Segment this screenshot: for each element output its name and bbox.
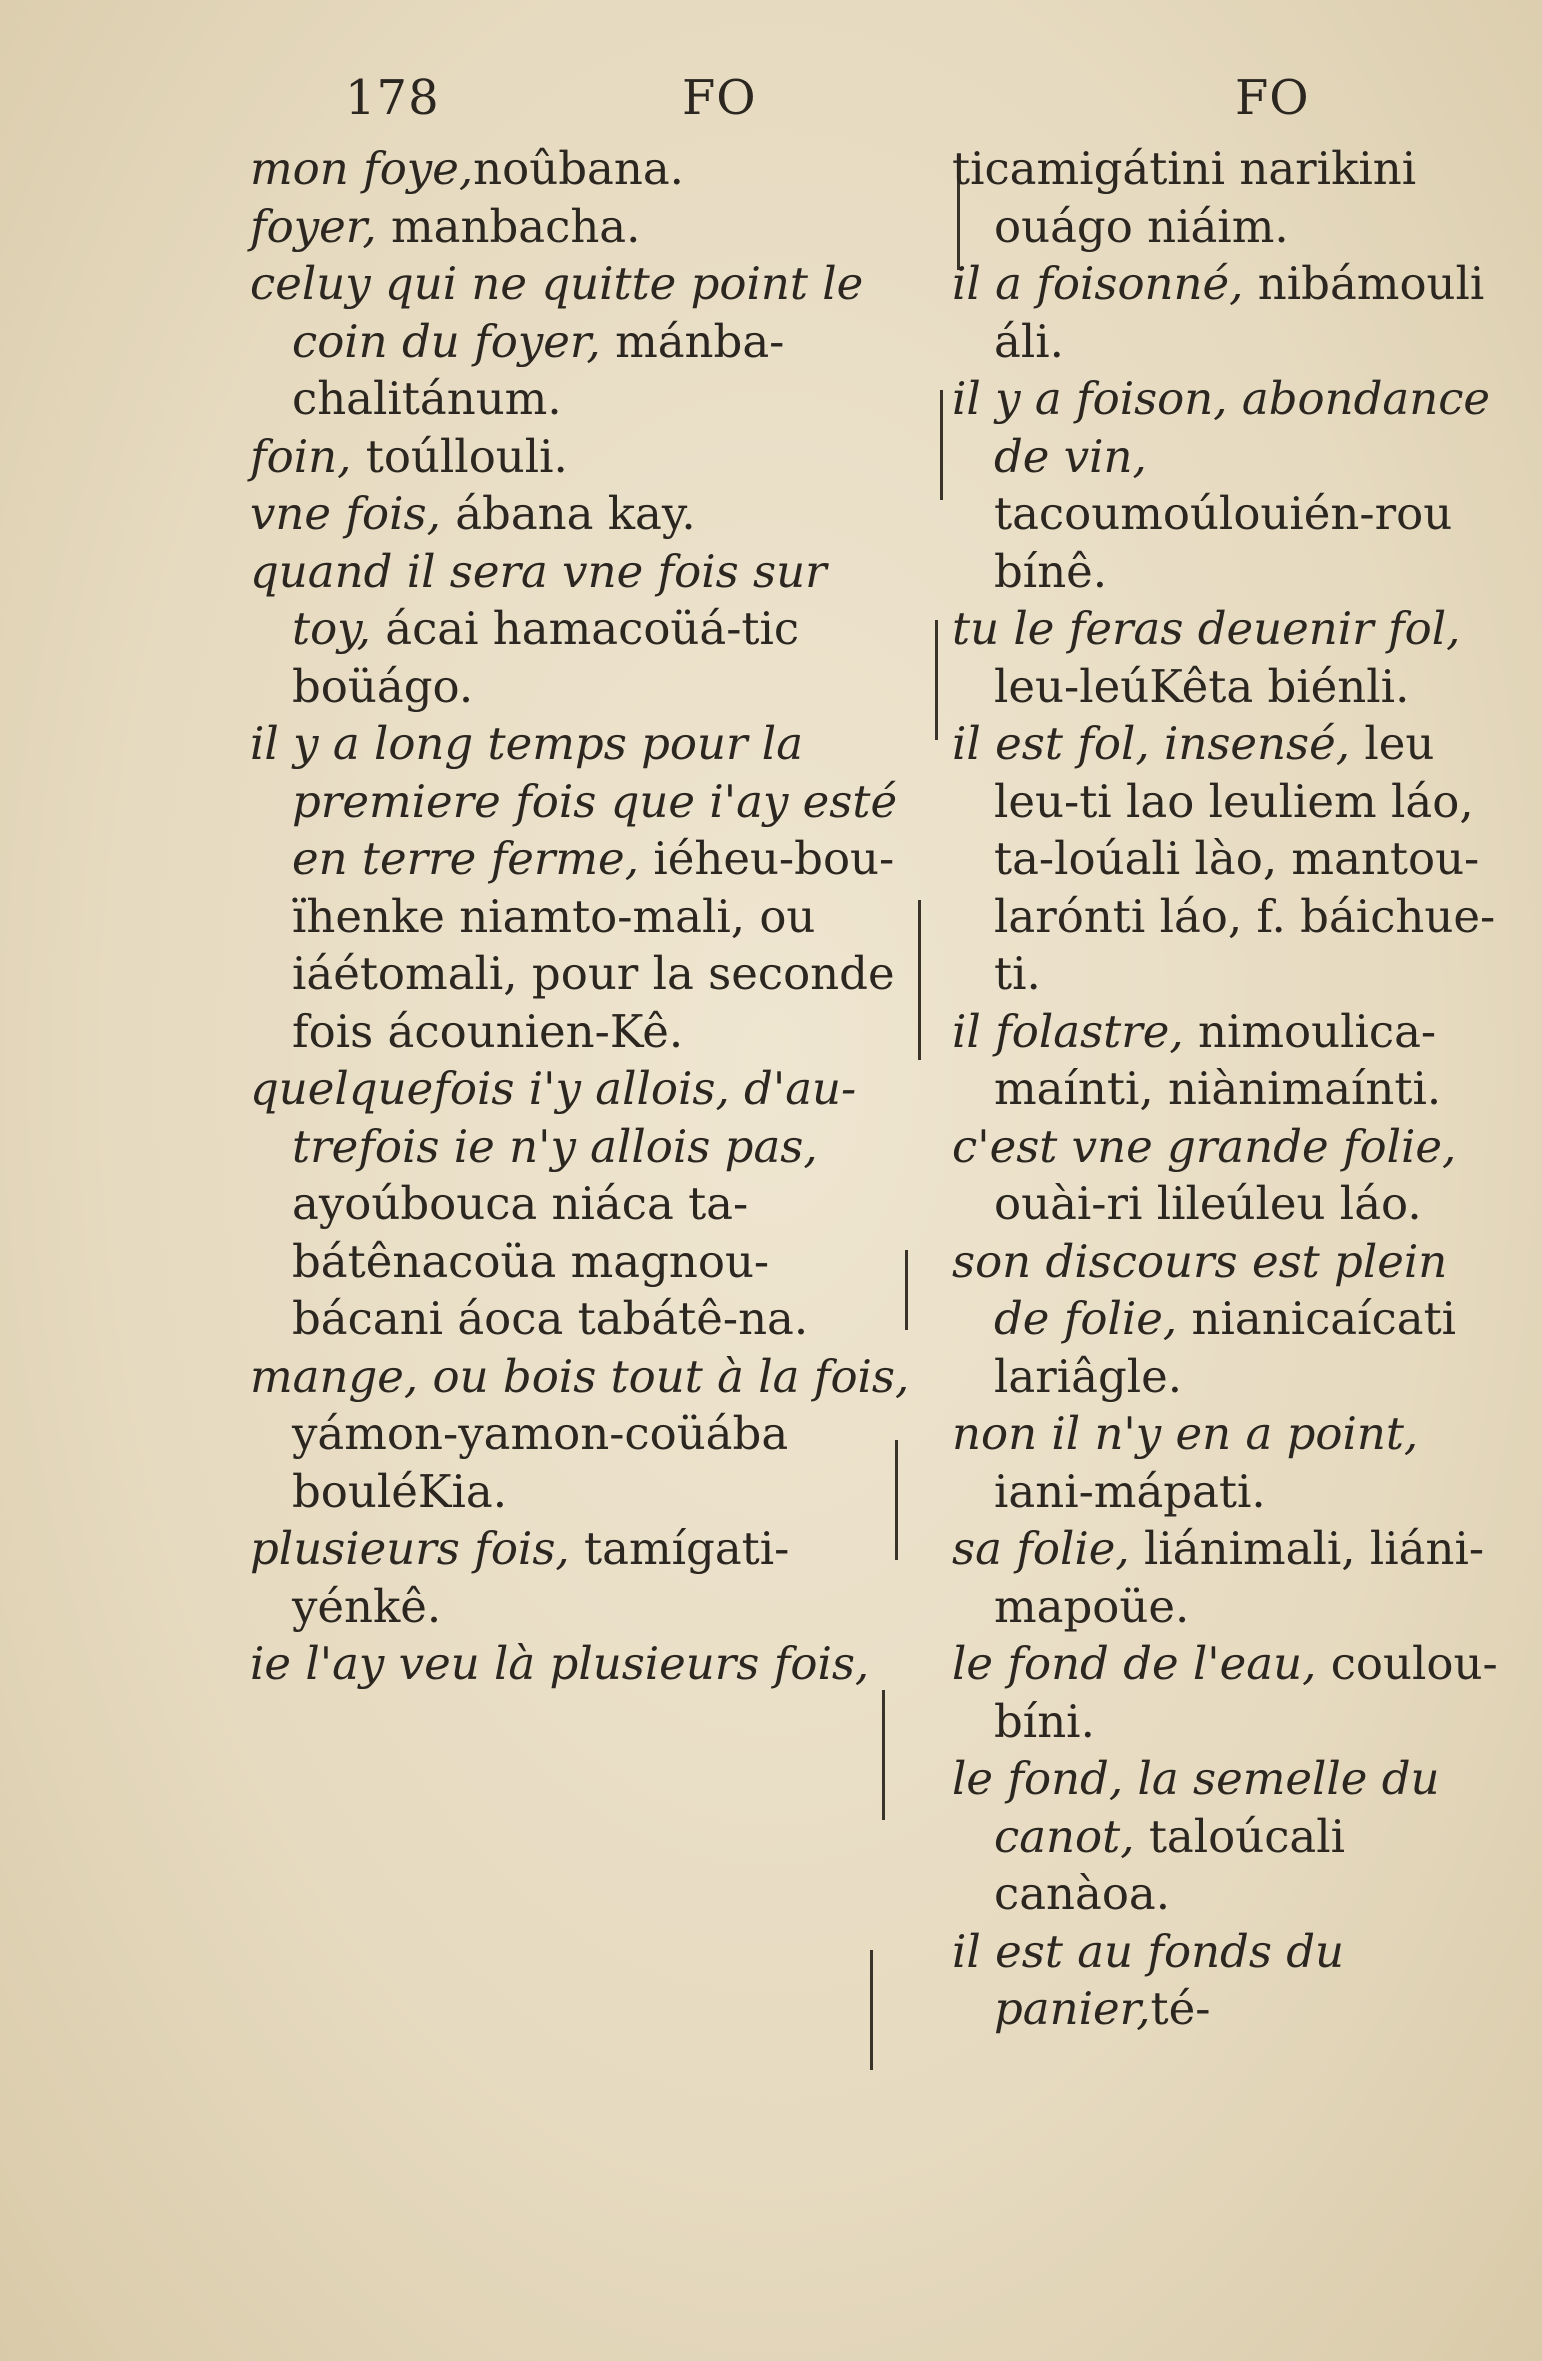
- dictionary-entry: [952, 600, 1512, 715]
- dictionary-entry: [952, 140, 1512, 255]
- french-term: il est au fonds du panier,: [952, 1924, 1345, 2035]
- carib-translation: té-: [1150, 1982, 1211, 2035]
- running-head: [0, 70, 1542, 140]
- french-term: sa folie,: [952, 1522, 1130, 1575]
- dictionary-entry: [250, 255, 910, 428]
- carib-translation: ábana kay.: [455, 487, 696, 540]
- column-rule: [895, 1440, 898, 1560]
- french-term: foyer,: [250, 199, 377, 253]
- carib-translation: yámon-yamon-coüába bouléKia.: [292, 1407, 789, 1518]
- carib-translation: nimoulica-maínti, niànimaínti.: [994, 1004, 1442, 1115]
- column-rule: [940, 390, 943, 500]
- carib-translation: liánimali, liáni-mapoüe.: [994, 1522, 1485, 1633]
- dictionary-entry: [250, 543, 910, 716]
- french-term: vne fois,: [250, 487, 441, 540]
- french-term: foin,: [250, 429, 352, 483]
- dictionary-entry: [952, 255, 1512, 370]
- right-running-head: FO: [1235, 70, 1310, 126]
- french-term: non il n'y en a point,: [952, 1407, 1419, 1460]
- column-rule: [905, 1250, 908, 1330]
- french-term: quand il sera vne fois sur toy,: [250, 544, 827, 655]
- dictionary-entry: [250, 715, 910, 1060]
- left-column: [250, 140, 910, 1693]
- carib-translation: manbacha.: [391, 199, 641, 253]
- carib-translation: noûbana.: [473, 142, 684, 195]
- carib-translation: toúllouli.: [365, 429, 568, 483]
- carib-translation: tamígati-yénkê.: [292, 1522, 790, 1633]
- french-term: quelquefois i'y allois, d'au-trefois ie n'y allois pas,: [250, 1062, 857, 1173]
- dictionary-entry: [250, 1520, 910, 1635]
- dictionary-entry: [952, 1923, 1512, 2038]
- french-term: plusieurs fois,: [250, 1522, 570, 1575]
- column-rule: [870, 1950, 873, 2070]
- french-term: le fond de l'eau,: [952, 1637, 1317, 1690]
- dictionary-entry: [250, 1348, 910, 1521]
- french-term: ie l'ay veu là plusieurs fois,: [250, 1637, 870, 1690]
- dictionary-entry: [250, 1060, 910, 1348]
- dictionary-entry: [952, 1405, 1512, 1520]
- carib-translation: iani-mápati.: [994, 1464, 1266, 1518]
- french-term: son discours est plein de folie,: [952, 1234, 1448, 1345]
- dictionary-entry: [250, 1635, 910, 1693]
- page-number: 178: [345, 70, 440, 126]
- carib-translation: ayoúbouca niáca ta-bátênacoüa magnou-bácani áoca tabátê-na.: [292, 1177, 809, 1345]
- french-term: c'est vne grande folie,: [952, 1119, 1457, 1173]
- right-column: [952, 140, 1512, 2038]
- carib-translation: ticamigátini narikini ouágo niáim.: [952, 142, 1417, 253]
- carib-translation: ácai hamacoüá-tic boüágo.: [292, 602, 800, 713]
- dictionary-entry: [250, 428, 910, 486]
- dictionary-entry: [952, 1233, 1512, 1406]
- carib-translation: iéheu-bou-ïhenke niamto-mali, ou iáétomali, pour la seconde fois ácounien-Kê.: [292, 832, 895, 1058]
- carib-translation: coulou-bíni.: [994, 1637, 1498, 1748]
- carib-translation: nianicaícati lariâgle.: [994, 1292, 1457, 1403]
- carib-translation: nibámouli áli.: [994, 257, 1485, 368]
- french-term: mon foye,: [250, 142, 474, 195]
- french-term: mange, ou bois tout à la fois,: [250, 1349, 910, 1403]
- french-term: il est fol, insensé,: [952, 717, 1351, 770]
- dictionary-entry: [952, 1750, 1512, 1923]
- dictionary-entry: [952, 1118, 1512, 1233]
- french-term: le fond, la semelle du canot,: [952, 1752, 1440, 1863]
- dictionary-entry: [952, 1635, 1512, 1750]
- dictionary-entry: [250, 140, 910, 198]
- dictionary-entry: [250, 485, 910, 543]
- french-term: tu le feras deuenir fol,: [952, 602, 1461, 655]
- french-term: il y a long temps pour la premiere fois que i'ay esté en terre ferme,: [250, 717, 898, 885]
- dictionary-entry: [952, 370, 1512, 600]
- column-rule: [935, 620, 938, 740]
- french-term: il a foisonné,: [952, 257, 1244, 310]
- french-term: il y a foison, abondance de vin,: [952, 372, 1491, 483]
- dictionary-entry: [250, 198, 910, 256]
- carib-translation: leu leu-ti lao leuliem láo, ta-loúali lào, mantou-larónti láo, f. báichue-ti.: [994, 717, 1496, 1000]
- left-running-head: FO: [682, 70, 757, 126]
- french-term: il folastre,: [952, 1004, 1184, 1058]
- french-term: celuy qui ne quitte point le coin du foyer,: [250, 257, 864, 368]
- dictionary-entry: [952, 1520, 1512, 1635]
- carib-translation: taloúcali canàoa.: [994, 1809, 1346, 1920]
- carib-translation: leu-leúKêta biénli.: [994, 659, 1410, 713]
- column-rule: [918, 900, 921, 1060]
- dictionary-entry: [952, 715, 1512, 1003]
- carib-translation: ouài-ri lileúleu láo.: [994, 1177, 1422, 1230]
- dictionary-entry: [952, 1003, 1512, 1118]
- carib-translation: mánba-chalitánum.: [292, 314, 785, 425]
- carib-translation: tacoumoúlouién-rou bínê.: [994, 487, 1453, 598]
- column-rule: [882, 1690, 885, 1820]
